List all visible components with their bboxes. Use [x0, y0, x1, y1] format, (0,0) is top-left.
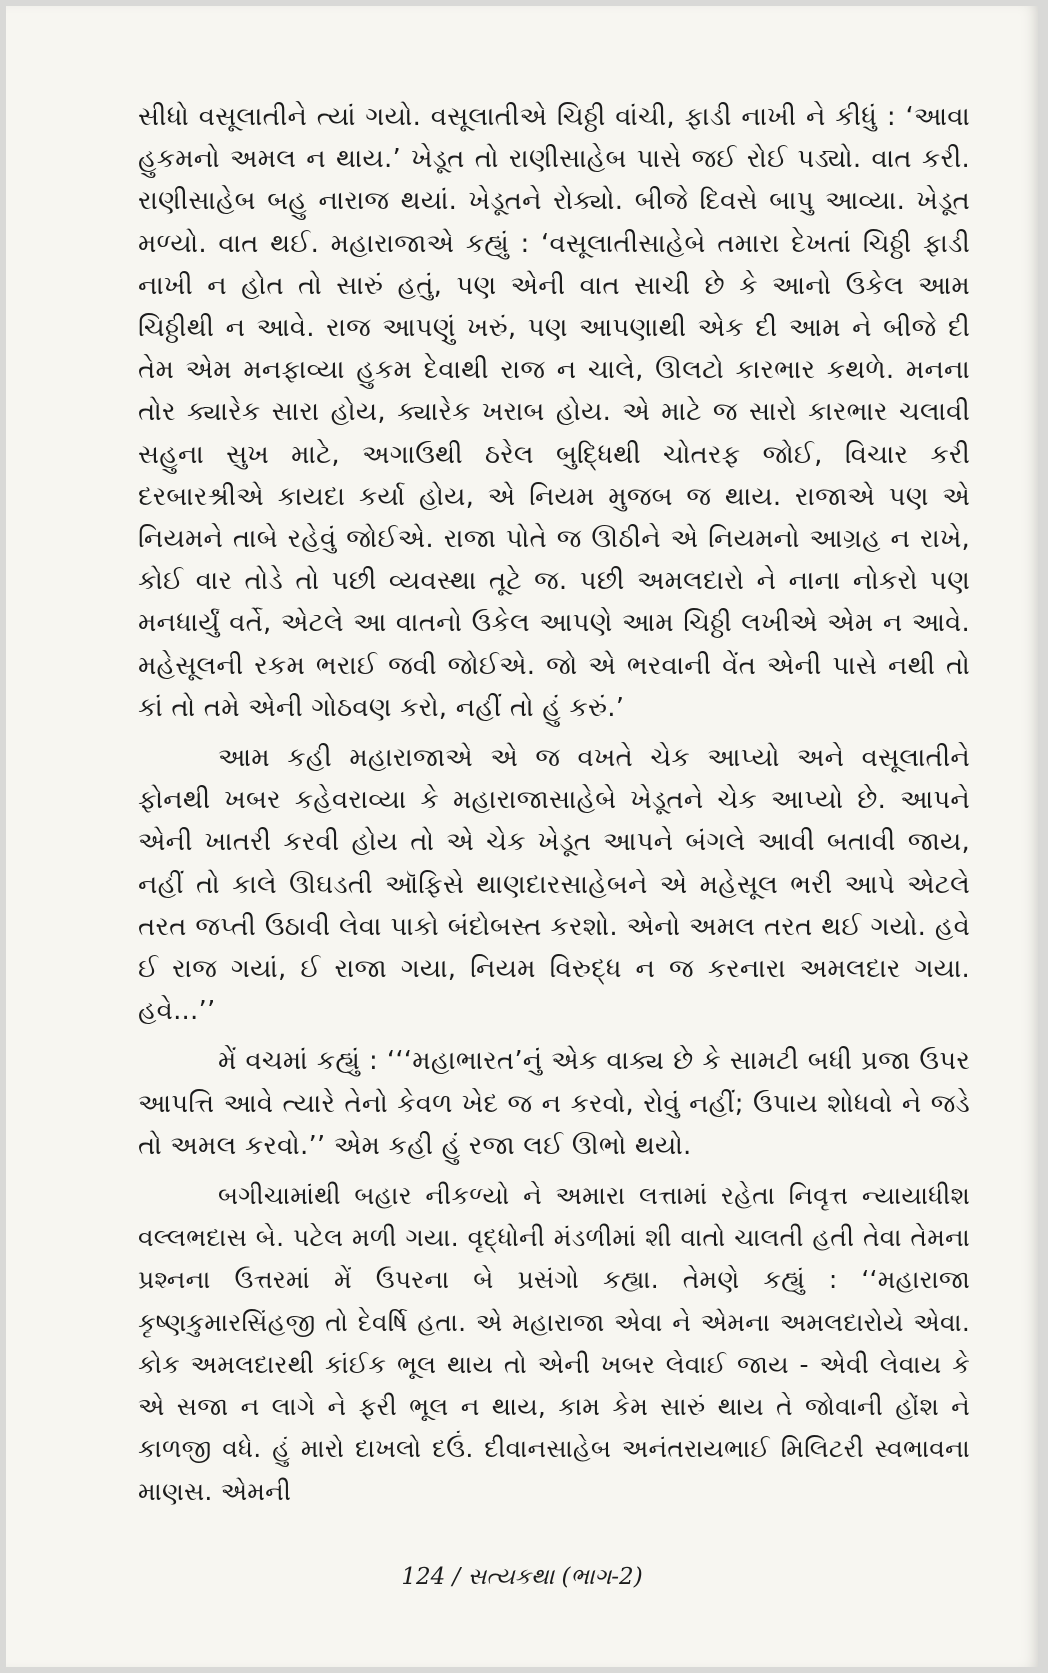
paragraph-4: બગીચામાંથી બહાર નીકળ્યો ને અમારા લત્તામાં રહેતા નિવૃત્ત ન્યાયાધીશ વલ્લભદાસ બે. પટેલ મળી ગયા. વૃદ્ધોની મંડળીમાં શી વાતો ચાલતી હતી તેવા તેમના પ્રશ્નના ઉત્તરમાં મેં ઉપરના બે પ્રસંગો કહ્યા. તેમણે કહ્યું : ‘‘મહારાજા કૃષ્ણકુમારસિંહજી તો દેવર્ષિ હતા. એ મહારાજા એવા ને એમના અમલદારોયે એવા. કોક અમલદારથી કાંઈક ભૂલ થાય તો એની ખબર લેવાઈ જાય - એવી લેવાય કે એ સજા ન લાગે ને ફરી ભૂલ ન થાય, કામ કેમ સારું થાય તે જોવાની હોંશ ને કાળજી વધે. હું મારો દાખલો દઉં. દીવાનસાહેબ અનંતરાયભાઈ મિલિટરી સ્વભાવના માણસ. એમની	[138, 1181, 970, 1506]
page-body	[138, 96, 970, 1513]
page-footer: 124 / સત્યકથા (ભાગ-2)	[401, 1564, 643, 1590]
book-page	[6, 6, 1038, 1667]
paragraph-3: મેં વચમાં કહ્યું : ‘‘‘મહાભારત’નું એક વાક્ય છે કે સામટી બધી પ્રજા ઉપર આપત્તિ આવે ત્યારે તેનો કેવળ ખેદ જ ન કરવો, રોવું નહીં; ઉપાય શોધવો ને જડે તો અમલ કરવો.’’ એમ કહી હું રજા લઈ ઊભો થયો.	[138, 1046, 970, 1161]
paragraph-2: આમ કહી મહારાજાએ એ જ વખતે ચેક આપ્યો અને વસૂલાતીને ફોનથી ખબર કહેવરાવ્યા કે મહારાજાસાહેબે ખેડૂતને ચેક આપ્યો છે. આપને એની ખાતરી કરવી હોય તો એ ચેક ખેડૂત આપને બંગલે આવી બતાવી જાય, નહીં તો કાલે ઊઘડતી ઑફિસે થાણદારસાહેબને એ મહેસૂલ ભરી આપે એટલે તરત જપ્તી ઉઠાવી લેવા પાકો બંદોબસ્ત કરશો. એનો અમલ તરત થઈ ગયો. હવે ઈ રાજ ગયાં, ઈ રાજા ગયા, નિયમ વિરુદ્ધ ન જ કરનારા અમલદાર ગયા. હવે...’’	[138, 743, 970, 1027]
paragraph-1: સીધો વસૂલાતીને ત્યાં ગયો. વસૂલાતીએ ચિઠ્ઠી વાંચી, ફાડી નાખી ને કીધું : ‘આવા હુકમનો અમલ ન થાય.’ ખેડૂત તો રાણીસાહેબ પાસે જઈ રોઈ પડ્યો. વાત કરી. રાણીસાહેબ બહુ નારાજ થયાં. ખેડૂતને રોક્યો. બીજે દિવસે બાપુ આવ્યા. ખેડૂત મળ્યો. વાત થઈ. મહારાજાએ કહ્યું : ‘વસૂલાતીસાહેબે તમારા દેખતાં ચિઠ્ઠી ફાડી નાખી ન હોત તો સારું હતું, પણ એની વાત સાચી છે કે આનો ઉકેલ આમ ચિઠ્ઠીથી ન આવે. રાજ આપણું ખરું, પણ આપણાથી એક દી આમ ને બીજે દી તેમ એમ મનફાવ્યા હુકમ દેવાથી રાજ ન ચાલે, ઊલટો કારભાર કથળે. મનના તોર ક્યારેક સારા હોય, ક્યારેક ખરાબ હોય. એ માટે જ સારો કારભાર ચલાવી સહુના સુખ માટે, અગાઉથી ઠરેલ બુદ્ધિથી ચોતરફ જોઈ, વિચાર કરી દરબારશ્રીએ કાયદા કર્યા હોય, એ નિયમ મુજબ જ થાય. રાજાએ પણ એ નિયમને તાબે રહેવું જોઈએ. રાજા પોતે જ ઊઠીને એ નિયમનો આગ્રહ ન રાખે, કોઈ વાર તોડે તો પછી વ્યવસ્થા તૂટે જ. પછી અમલદારો ને નાના નોકરો પણ મનધાર્યું વર્તે, એટલે આ વાતનો ઉકેલ આપણે આમ ચિઠ્ઠી લખીએ એમ ન આવે. મહેસૂલની રકમ ભરાઈ જવી જોઈએ. જો એ ભરવાની વેંત એની પાસે નથી તો કાં તો તમે એની ગોઠવણ કરો, નહીં તો હું કરું.’	[138, 102, 970, 723]
